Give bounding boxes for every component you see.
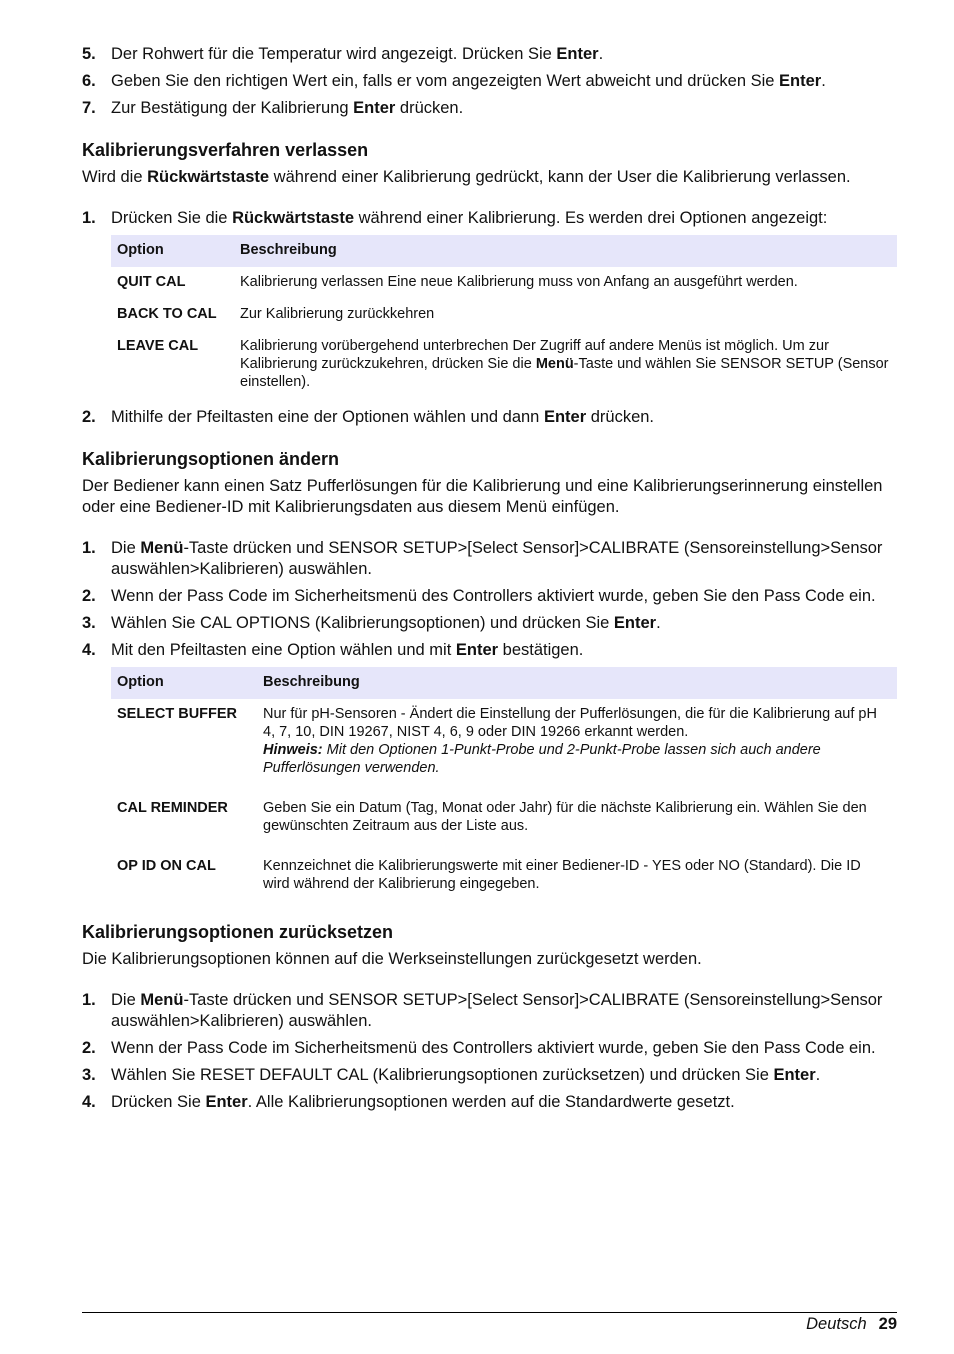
description-cell: Nur für pH-Sensoren - Ändert die Einstellung der Pufferlösungen, die für die Kalibrierung auf pH 4, 7, 10, DIN 19267, NIST 4, 6, 9 oder DIN 19266 erkannt werden. Hinweis: Mit den Optionen 1-Punkt-Probe und 2-Punkt-Probe lassen sich auch andere Pufferlösungen verwenden. [263, 706, 877, 776]
section-intro: Wird die Rückwärtstaste während einer Kalibrierung gedrückt, kann der User die Kalibrierung verlassen. [82, 168, 851, 186]
option-cell: OP ID ON CAL [117, 858, 216, 874]
page-number: 29 [878, 1315, 897, 1333]
section-heading: Kalibrierungsoptionen zurücksetzen [82, 922, 394, 942]
step-number: 5. [82, 45, 96, 63]
document-page [82, 44, 897, 1119]
table-header: Option [111, 235, 234, 267]
table-header-row [111, 667, 897, 699]
step-number: 2. [82, 1039, 96, 1057]
step-number: 2. [82, 587, 96, 605]
option-cell: LEAVE CAL [117, 338, 199, 354]
table-row [111, 331, 897, 399]
step-number: 7. [82, 99, 96, 117]
table-row [111, 843, 897, 901]
footer-language: Deutsch [806, 1315, 867, 1333]
list-item: 3. Wählen Sie CAL OPTIONS (Kalibrierungsoptionen) und drücken Sie Enter. [82, 614, 661, 632]
description-cell: Zur Kalibrierung zurückkehren [240, 306, 435, 322]
table-row [111, 785, 897, 843]
option-cell: SELECT BUFFER [117, 706, 238, 722]
steps-list [82, 538, 897, 661]
list-item: 2. Wenn der Pass Code im Sicherheitsmenü des Controllers aktiviert wurde, geben Sie den Pass Code ein. [82, 1039, 876, 1057]
page-footer [82, 1312, 897, 1333]
footer-text [806, 1314, 897, 1334]
table-header-row [111, 235, 897, 267]
step-number: 1. [82, 991, 96, 1009]
step-number: 1. [82, 209, 96, 227]
section-intro: Der Bediener kann einen Satz Pufferlösungen für die Kalibrierung und eine Kalibrierungserinnerung einstellen oder eine Bediener-ID mit Kalibrierungsdaten aus diesem Menü einfügen. [82, 477, 883, 516]
list-item: 7. Zur Bestätigung der Kalibrierung Enter drücken. [82, 99, 464, 117]
hint-note: Hinweis: Mit den Optionen 1-Punkt-Probe und 2-Punkt-Probe lassen sich auch andere Pufferlösungen verwenden. [263, 742, 821, 776]
step-number: 3. [82, 614, 96, 632]
steps-top [82, 44, 897, 119]
table-header: Option [111, 667, 257, 699]
section-heading: Kalibrierungsoptionen ändern [82, 449, 340, 469]
list-item: 3. Wählen Sie RESET DEFAULT CAL (Kalibrierungsoptionen zurücksetzen) und drücken Sie Enter. [82, 1066, 821, 1084]
options-table [111, 235, 897, 399]
table-row [111, 699, 897, 785]
table-header: Beschreibung [234, 235, 897, 267]
table-row [111, 267, 897, 299]
description-cell: Kalibrierung verlassen Eine neue Kalibrierung muss von Anfang an ausgeführt werden. [240, 274, 798, 290]
step-number: 6. [82, 72, 96, 90]
list-item: 1. Die Menü-Taste drücken und SENSOR SETUP>[Select Sensor]>CALIBRATE (Sensoreinstellung>Sensor auswählen>Kalibrieren) auswählen. [82, 991, 883, 1030]
step-number: 2. [82, 408, 96, 426]
list-item: 6. Geben Sie den richtigen Wert ein, falls er vom angezeigten Wert abweicht und drücken Sie Enter. [82, 72, 826, 90]
description-cell: Kalibrierung vorübergehend unterbrechen Der Zugriff auf andere Menüs ist möglich. Um zur Kalibrierung zurückzukehren, drücken Sie die Menü-Taste und wählen Sie SENSOR SETUP (Sensor einstellen). [240, 338, 889, 390]
list-item: 1. Drücken Sie die Rückwärtstaste während einer Kalibrierung. Es werden drei Optionen angezeigt: [82, 209, 828, 227]
step-number: 1. [82, 539, 96, 557]
list-item: 5. Der Rohwert für die Temperatur wird angezeigt. Drücken Sie Enter. [82, 45, 604, 63]
description-cell: Geben Sie ein Datum (Tag, Monat oder Jahr) für die nächste Kalibrierung ein. Wählen Sie den gewünschten Zeitraum aus der Liste aus. [263, 800, 867, 834]
list-item: 1. Die Menü-Taste drücken und SENSOR SETUP>[Select Sensor]>CALIBRATE (Sensoreinstellung>Sensor auswählen>Kalibrieren) auswählen. [82, 539, 883, 578]
step-number: 4. [82, 641, 96, 659]
options-table [111, 667, 897, 901]
list-item: 4. Drücken Sie Enter. Alle Kalibrierungsoptionen werden auf die Standardwerte gesetzt. [82, 1093, 735, 1111]
list-item: 2. Wenn der Pass Code im Sicherheitsmenü des Controllers aktiviert wurde, geben Sie den Pass Code ein. [82, 587, 876, 605]
section-intro: Die Kalibrierungsoptionen können auf die Werkseinstellungen zurückgesetzt werden. [82, 950, 702, 968]
table-header: Beschreibung [257, 667, 897, 699]
description-cell: Kennzeichnet die Kalibrierungswerte mit einer Bediener-ID - YES oder NO (Standard). Die ID wird während der Kalibrierung eingegeben. [263, 858, 861, 892]
list-item: 2. Mithilfe der Pfeiltasten eine der Optionen wählen und dann Enter drücken. [82, 408, 655, 426]
step-number: 3. [82, 1066, 96, 1084]
option-cell: QUIT CAL [117, 274, 186, 290]
section-heading: Kalibrierungsverfahren verlassen [82, 140, 369, 160]
step-number: 4. [82, 1093, 96, 1111]
list-item: 4. Mit den Pfeiltasten eine Option wählen und mit Enter bestätigen. [82, 641, 584, 659]
table-row [111, 299, 897, 331]
option-cell: BACK TO CAL [117, 306, 217, 322]
steps-list [82, 990, 897, 1113]
option-cell: CAL REMINDER [117, 800, 228, 816]
